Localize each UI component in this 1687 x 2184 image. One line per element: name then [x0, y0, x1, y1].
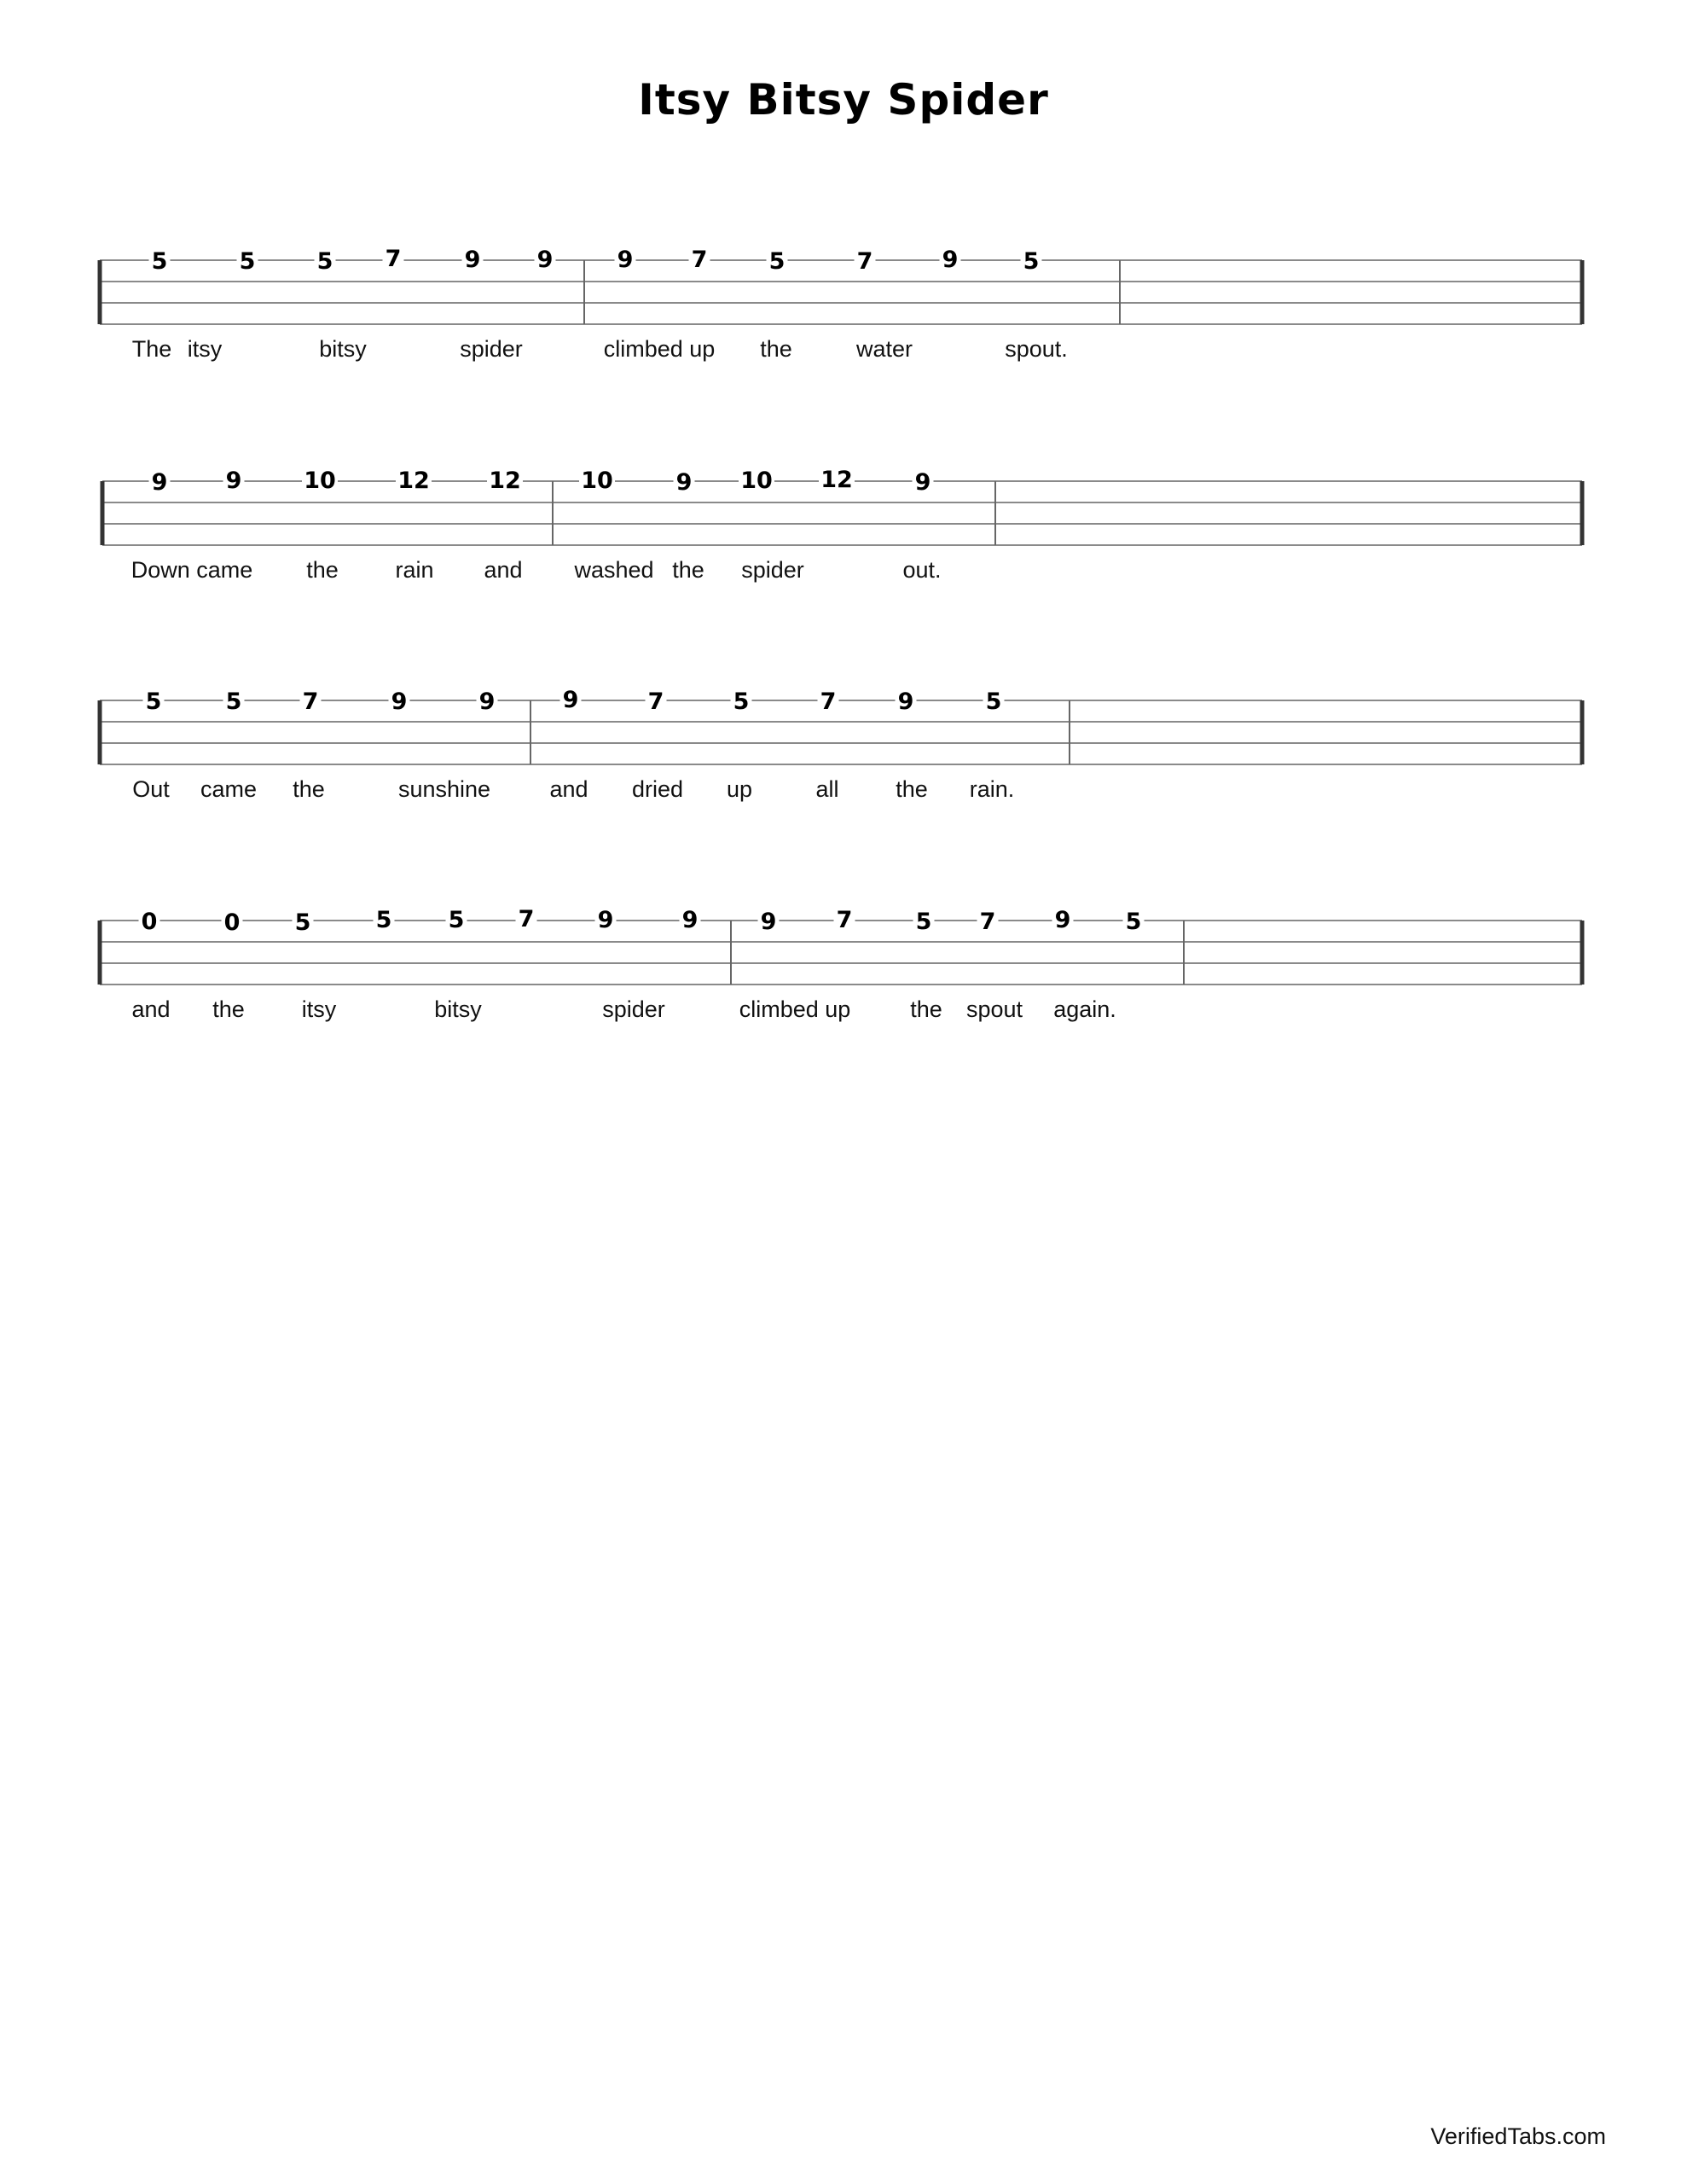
lyric-word: and [549, 776, 588, 802]
fret-number: 5 [375, 907, 392, 933]
fret-number: 10 [581, 468, 613, 494]
lyric-word: and [484, 557, 523, 583]
fret-number: 9 [1054, 907, 1071, 933]
fret-number: 9 [225, 468, 242, 494]
fret-number: 7 [979, 909, 996, 935]
lyric-word: Out [132, 776, 170, 802]
fret-number: 9 [151, 469, 168, 496]
fret-number: 9 [464, 247, 481, 273]
lyric-word: the [910, 996, 942, 1022]
lyric-word: sunshine [397, 776, 491, 802]
fret-number: 9 [617, 247, 634, 273]
lyric-word: spout [965, 996, 1023, 1022]
lyric-word: rain [395, 557, 434, 583]
lyric-word: bitsy [434, 996, 482, 1022]
fret-number: 5 [294, 909, 311, 936]
lyric-word: the [896, 776, 928, 802]
fret-number: 5 [768, 248, 786, 275]
fret-number: 12 [820, 467, 853, 493]
lyric-word: the [212, 996, 245, 1022]
fret-number: 10 [740, 468, 773, 494]
fret-number: 7 [518, 906, 535, 932]
lyric-word: spider [741, 557, 804, 583]
lyric-word: spider [602, 996, 665, 1022]
fret-number: 5 [225, 688, 242, 715]
lyric-word: spout. [1005, 336, 1068, 362]
fret-number: 5 [985, 688, 1002, 715]
fret-number: 9 [760, 909, 777, 935]
fret-number: 5 [1023, 248, 1040, 275]
lyric-word: out. [902, 557, 942, 583]
lyric-word: the [672, 557, 704, 583]
lyric-word: itsy [187, 336, 223, 362]
fret-number: 5 [239, 248, 256, 275]
fret-number: 9 [897, 688, 914, 715]
tab-system [100, 687, 1582, 802]
song-title: Itsy Bitsy Spider [638, 75, 1049, 125]
lyric-word: spider [460, 336, 523, 362]
lyric-word: climbed up [739, 996, 851, 1022]
fret-number: 0 [223, 909, 241, 936]
lyric-word: climbed up [603, 336, 716, 362]
tab-system [100, 246, 1582, 362]
fret-number: 7 [836, 907, 853, 933]
lyric-word: Down came [130, 557, 253, 583]
fret-number: 9 [681, 907, 699, 933]
fret-number: 5 [316, 248, 333, 275]
lyric-word: the [306, 557, 339, 583]
fret-number: 9 [391, 688, 408, 715]
fret-number: 5 [733, 688, 750, 715]
fret-number: 12 [489, 468, 521, 494]
lyric-word: itsy [301, 996, 337, 1022]
fret-number: 5 [145, 688, 162, 715]
fret-number: 0 [141, 909, 158, 935]
lyric-word: The [131, 336, 172, 362]
lyric-word: the [760, 336, 792, 362]
fret-number: 9 [675, 469, 693, 496]
fret-number: 5 [448, 907, 465, 933]
lyric-word: dried [631, 776, 684, 802]
tab-system [100, 906, 1582, 1022]
fret-number: 7 [856, 248, 873, 275]
fret-number: 9 [536, 247, 554, 273]
fret-number: 7 [302, 688, 319, 715]
fret-number: 5 [915, 909, 932, 935]
fret-number: 7 [647, 688, 664, 715]
fret-number: 7 [385, 246, 402, 272]
lyric-word: and [131, 996, 171, 1022]
site-credit: VerifiedTabs.com [1430, 2123, 1606, 2149]
lyric-word: the [293, 776, 325, 802]
fret-number: 9 [562, 687, 579, 713]
fret-number: 7 [691, 247, 708, 273]
lyric-word: rain. [969, 776, 1015, 802]
fret-number: 9 [597, 907, 614, 933]
fret-number: 9 [478, 688, 496, 715]
lyric-word: bitsy [319, 336, 367, 362]
fret-number: 5 [1125, 909, 1142, 935]
lyric-word: washed [574, 557, 654, 583]
lyric-word: up [726, 776, 753, 802]
fret-number: 9 [942, 247, 959, 273]
fret-number: 9 [914, 469, 931, 496]
lyric-word: again. [1053, 996, 1116, 1022]
fret-number: 5 [151, 248, 168, 275]
lyric-word: all [815, 776, 839, 802]
tab-system [102, 467, 1582, 583]
fret-number: 10 [304, 468, 336, 494]
lyric-word: came [200, 776, 258, 802]
fret-number: 7 [820, 688, 837, 715]
lyric-word: water [855, 336, 913, 362]
fret-number: 12 [397, 468, 430, 494]
